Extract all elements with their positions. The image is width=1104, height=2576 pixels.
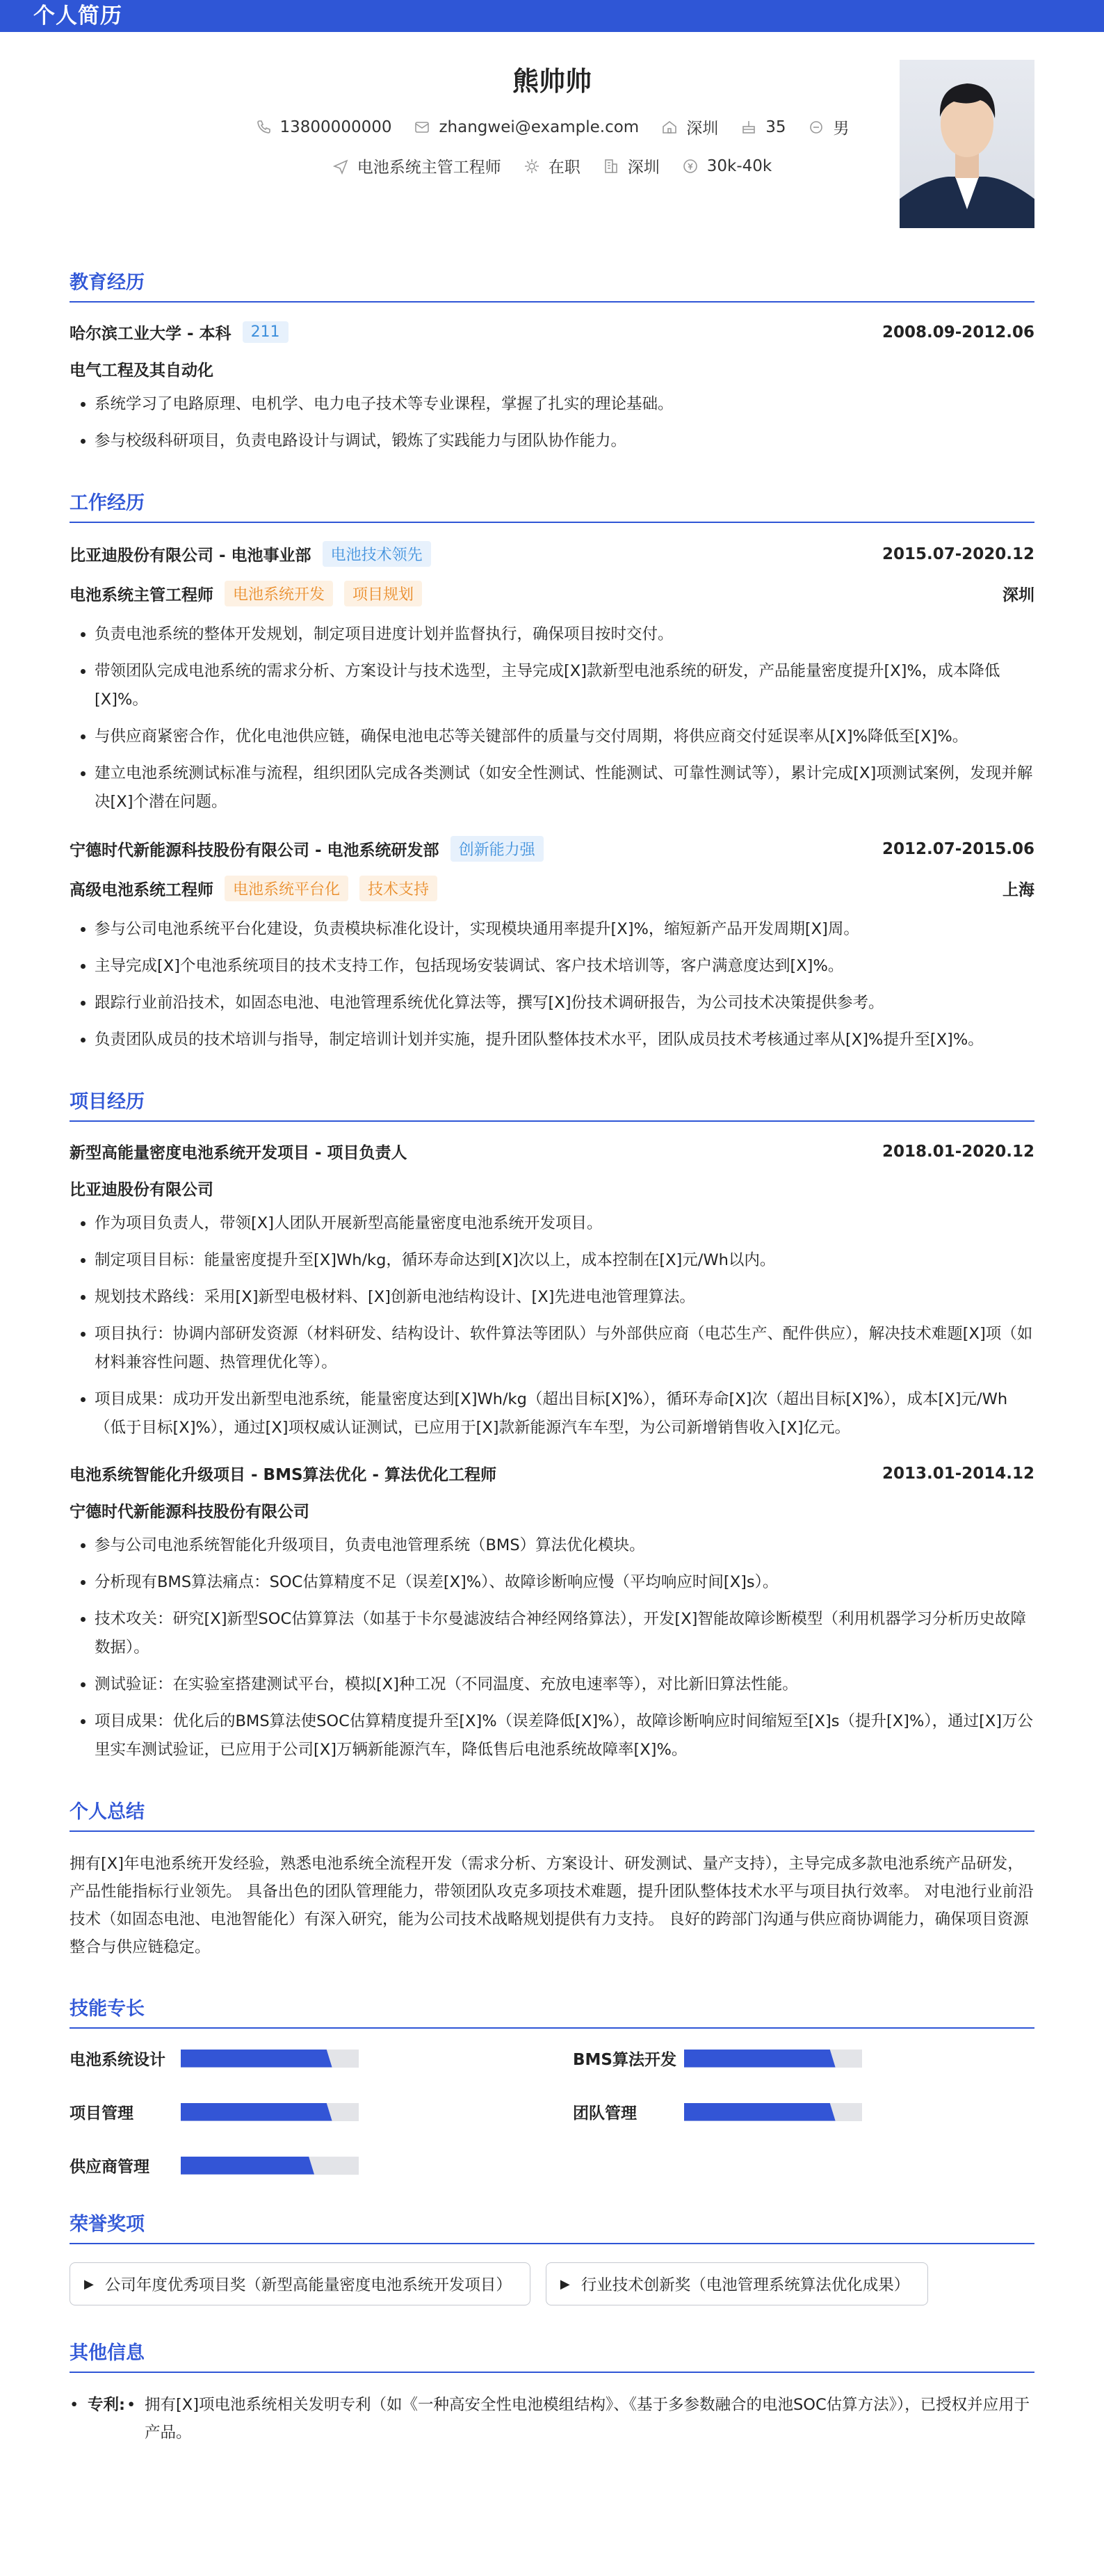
school-tag: 211 (243, 321, 289, 343)
project-title: 新型高能量密度电池系统开发项目 - 项目负责人 (70, 1144, 407, 1162)
age-item (740, 118, 786, 136)
project-bullets (70, 1531, 1034, 1764)
role-tag: 电池系统平台化 (225, 876, 348, 901)
summary-text: 拥有[X]年电池系统开发经验，熟悉电池系统全流程开发（需求分析、方案设计、研发测试、量产支持），主导完成多款电池系统产品研发，产品性能指标行业领先。 具备出色的团队管理能力，带领团队攻克多项技术难题，提升团队整体技术水平与项目执行效率。 对电池行业前沿技术（如固态电池、电池智能化）有深入研究，能为公司技术战略规划提供有力支持。 良好的跨部门沟通与供应商协调能力，确保项目资源整合与供应链稳定。 (70, 1855, 1034, 1956)
skill-name: 项目管理 (70, 2104, 133, 2123)
other-text: 拥有[X]项电池系统相关发明专利（如《一种高安全性电池模组结构》、《基于多参数融合的电池SOC估算方法》），已授权并应用于产品。 (145, 2396, 1030, 2442)
list-item: • 主导完成[X]个电池系统项目的技术支持工作，包括现场安装调试、客户技术培训等，客户满意度达到[X]%。 (95, 952, 1034, 981)
education-entry-header (70, 321, 1034, 344)
city-item (661, 115, 718, 138)
skill-item (573, 2047, 1034, 2070)
awards-section-title: 荣誉奖项 (70, 2209, 1034, 2244)
list-item: • 建立电池系统测试标准与流程，组织团队完成各类测试（如安全性测试、性能测试、可靠性测试等），累计完成[X]项测试案例，发现并解决[X]个潜在问题。 (95, 759, 1034, 816)
skill-item (573, 2100, 1034, 2123)
bullet-dot-icon: • (70, 2396, 79, 2414)
skill-bar (181, 2157, 359, 2175)
skill-bar (181, 2050, 359, 2068)
money-icon (682, 158, 699, 175)
skill-bar (684, 2103, 862, 2121)
phone-item (255, 118, 392, 136)
school-name: 哈尔滨工业大学 - 本科 (70, 325, 232, 343)
award-card (70, 2262, 530, 2305)
status-value: 在职 (548, 159, 581, 177)
skill-item (70, 2154, 531, 2177)
work-city: 深圳 (1002, 586, 1034, 604)
skill-bar-fill (684, 2050, 836, 2068)
list-item: • 项目成果：成功开发出新型电池系统，能量密度达到[X]Wh/kg（超出目标[X]%），循环寿命[X]次（超出目标[X]%），成本[X]元/Wh（低于目标[X]%），通过[X]项权威认证测试，已应用于[X]款新能源汽车车型，为公司新增销售收入[X]亿元。 (95, 1385, 1034, 1442)
work-entry-header (70, 541, 1034, 567)
gender-value: 男 (833, 120, 850, 138)
list-item: • 技术攻关：研究[X]新型SOC估算算法（如基于卡尔曼滤波结合神经网络算法），开发[X]智能故障诊断模型（利用机器学习分析历史故障数据）。 (95, 1605, 1034, 1662)
project-company: 宁德时代新能源科技股份有限公司 (70, 1503, 309, 1521)
skill-item (70, 2100, 531, 2123)
role-tag: 项目规划 (344, 581, 422, 606)
list-item: • 负责电池系统的整体开发规划，制定项目进度计划并监督执行，确保项目按时交付。 (95, 620, 1034, 649)
other-info-item (70, 2391, 1034, 2447)
awards-list (70, 2262, 1034, 2305)
company-tag: 电池技术领先 (323, 541, 431, 567)
skill-bar-fill (684, 2103, 836, 2121)
target-city-value: 深圳 (627, 159, 660, 177)
other-section-title: 其他信息 (70, 2337, 1034, 2373)
work-city: 上海 (1002, 881, 1034, 899)
skill-bar-fill (181, 2050, 332, 2068)
project-header (70, 1462, 1034, 1485)
project-entry-1 (70, 1140, 1034, 1442)
award-text: 公司年度优秀项目奖（新型高能量密度电池系统开发项目） (104, 2276, 512, 2294)
status-icon (523, 158, 540, 175)
education-bullets (70, 390, 1034, 456)
work-entry-1 (70, 541, 1034, 816)
list-item: • 分析现有BMS算法痛点：SOC估算精度不足（误差[X]%）、故障诊断响应慢（平均响应时间[X]s）。 (95, 1568, 1034, 1597)
skill-item (70, 2047, 531, 2070)
list-item: • 项目执行：协调内部研发资源（材料研发、结构设计、软件算法等团队）与外部供应商（电芯生产、配件供应），解决技术难题[X]项（如材料兼容性问题、热管理优化等）。 (95, 1320, 1034, 1377)
project-date: 2013.01-2014.12 (882, 1464, 1034, 1483)
position-item (332, 154, 501, 177)
list-item: • 负责团队成员的技术培训与指导，制定培训计划并实施，提升团队整体技术水平，团队成员技术考核通过率从[X]%提升至[X]%。 (95, 1026, 1034, 1054)
role-title: 高级电池系统工程师 (70, 881, 213, 899)
project-company: 比亚迪股份有限公司 (70, 1181, 213, 1199)
list-item: • 参与校级科研项目，负责电路设计与调试，锻炼了实践能力与团队协作能力。 (95, 427, 1034, 456)
list-item: • 与供应商紧密合作，优化电池供应链，确保电池电芯等关键部件的质量与交付周期，将供应商交付延误率从[X]%降低至[X]%。 (95, 723, 1034, 751)
caret-right-icon: ▶ (84, 2276, 94, 2292)
job-intent-row (70, 154, 1034, 177)
skill-name: 电池系统设计 (70, 2051, 165, 2069)
skill-bar-fill (181, 2157, 314, 2175)
company-tag: 创新能力强 (450, 836, 544, 862)
education-date: 2008.09-2012.06 (882, 323, 1034, 341)
gender-item (808, 115, 849, 138)
work-entry-2 (70, 836, 1034, 1054)
home-icon (661, 119, 678, 136)
summary-section-title: 个人总结 (70, 1796, 1034, 1832)
phone-icon (255, 119, 272, 136)
education-section-title: 教育经历 (70, 267, 1034, 303)
cake-icon (740, 119, 757, 136)
skill-bar-fill (181, 2103, 332, 2121)
skill-name: BMS算法开发 (573, 2051, 676, 2069)
building-icon (603, 158, 619, 175)
skills-section-title: 技能专长 (70, 1993, 1034, 2029)
city-value: 深圳 (686, 120, 719, 138)
caret-right-icon: ▶ (560, 2276, 570, 2292)
work-section-title: 工作经历 (70, 488, 1034, 523)
phone-value: 13800000000 (279, 118, 392, 136)
role-tag: 电池系统开发 (225, 581, 333, 606)
list-item: • 跟踪行业前沿技术，如固态电池、电池管理系统优化算法等，撰写[X]份技术调研报告，为公司技术决策提供参考。 (95, 989, 1034, 1017)
education-major: 电气工程及其自动化 (70, 362, 213, 380)
contact-row (70, 115, 1034, 138)
gender-icon (808, 119, 825, 136)
skills-grid (70, 2047, 1034, 2177)
award-card (546, 2262, 928, 2305)
list-item: • 规划技术路线：采用[X]新型电极材料、[X]创新电池结构设计、[X]先进电池管理算法。 (95, 1283, 1034, 1312)
resume-page (0, 32, 1104, 2447)
award-text: 行业技术创新奖（电池管理系统算法优化成果） (581, 2276, 910, 2294)
other-label: 专利: (88, 2396, 125, 2414)
list-item: • 测试验证：在实验室搭建测试平台，模拟[X]种工况（不同温度、充放电速率等），对比新旧算法性能。 (95, 1671, 1034, 1699)
company-name: 比亚迪股份有限公司 - 电池事业部 (70, 547, 311, 565)
age-value: 35 (765, 118, 786, 136)
project-bullets (70, 1209, 1034, 1442)
summary-body (70, 1850, 1034, 1961)
skill-name: 团队管理 (573, 2104, 637, 2123)
project-date: 2018.01-2020.12 (882, 1142, 1034, 1161)
project-header (70, 1140, 1034, 1163)
list-item: • 项目成果：优化后的BMS算法使SOC估算精度提升至[X]%（误差降低[X]%），故障诊断响应时间缩短至[X]s（提升[X]%），通过[X]万公里实车测试验证，已应用于公司[X]万辆新能源汽车，降低售后电池系统故障率[X]%。 (95, 1707, 1034, 1764)
status-item (523, 154, 581, 177)
work-date: 2012.07-2015.06 (882, 839, 1034, 858)
role-title: 电池系统主管工程师 (70, 586, 213, 604)
list-item: • 参与公司电池系统平台化建设，负责模块标准化设计，实现模块通用率提升[X]%，缩短新产品开发周期[X]周。 (95, 915, 1034, 944)
skill-name: 供应商管理 (70, 2158, 149, 2176)
company-name: 宁德时代新能源科技股份有限公司 - 电池系统研发部 (70, 842, 439, 860)
top-bar (0, 0, 1104, 32)
bullet-dot-icon: • (127, 2396, 136, 2414)
salary-item (682, 157, 772, 175)
work-role-row (70, 581, 1034, 606)
email-value: zhangwei@example.com (439, 118, 640, 136)
candidate-name: 熊帅帅 (512, 66, 592, 97)
send-icon (332, 158, 349, 175)
list-item: • 作为项目负责人，带领[X]人团队开展新型高能量密度电池系统开发项目。 (95, 1209, 1034, 1238)
skill-bar (684, 2050, 862, 2068)
resume-title: 个人简历 (33, 3, 122, 29)
position-value: 电池系统主管工程师 (357, 159, 501, 177)
list-item: • 带领团队完成电池系统的需求分析、方案设计与技术选型，主导完成[X]款新型电池系统的研发，产品能量密度提升[X]%，成本降低[X]%。 (95, 657, 1034, 714)
email-item (414, 118, 639, 136)
skill-bar (181, 2103, 359, 2121)
target-city-item (603, 154, 660, 177)
projects-section-title: 项目经历 (70, 1086, 1034, 1122)
list-item: • 制定项目目标：能量密度提升至[X]Wh/kg，循环寿命达到[X]次以上，成本控制在[X]元/Wh以内。 (95, 1246, 1034, 1275)
list-item: • 参与公司电池系统智能化升级项目，负责电池管理系统（BMS）算法优化模块。 (95, 1531, 1034, 1560)
work-bullets (70, 915, 1034, 1054)
project-entry-2 (70, 1462, 1034, 1764)
mail-icon (414, 119, 430, 136)
work-role-row (70, 876, 1034, 901)
project-title: 电池系统智能化升级项目 - BMS算法优化 - 算法优化工程师 (70, 1466, 497, 1484)
list-item: • 系统学习了电路原理、电机学、电力电子技术等专业课程，掌握了扎实的理论基础。 (95, 390, 1034, 419)
work-entry-header (70, 836, 1034, 862)
work-bullets (70, 620, 1034, 816)
role-tag: 技术支持 (359, 876, 437, 901)
work-date: 2015.07-2020.12 (882, 545, 1034, 563)
profile-photo (900, 60, 1034, 228)
salary-value: 30k-40k (706, 156, 772, 175)
profile-header (70, 32, 1034, 241)
